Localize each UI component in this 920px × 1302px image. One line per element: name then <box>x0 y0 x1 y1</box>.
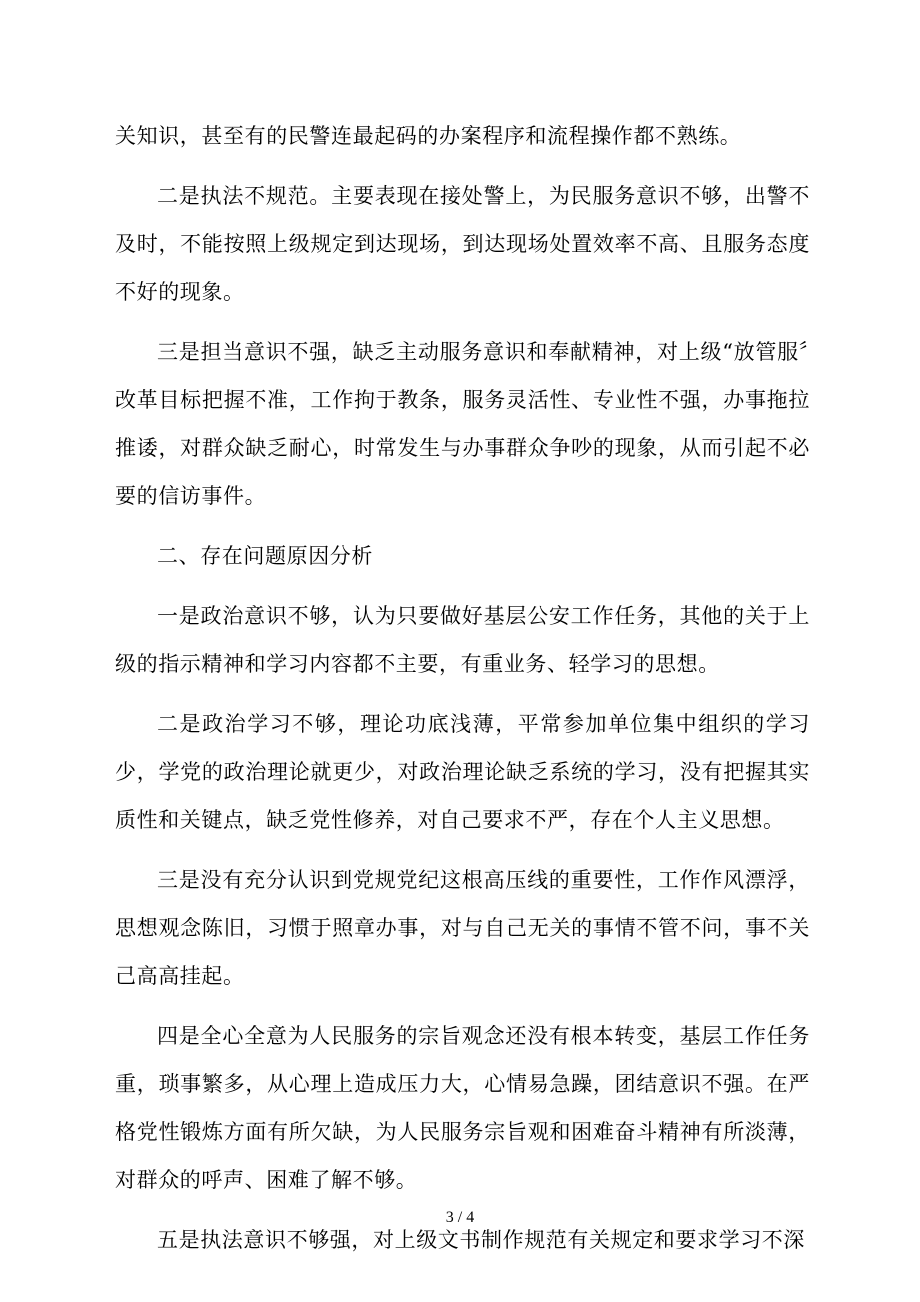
paragraph-political-awareness: 一是政治意识不够，认为只要做好基层公安工作任务，其他的关于上级的指示精神和学习内容都不主要，有重业务、轻学习的思想。 <box>115 604 810 676</box>
paragraph-service-purpose: 四是全心全意为人民服务的宗旨观念还没有根本转变，基层工作任务重，琐事繁多，从心理上造成压力大，心情易急躁，团结意识不强。在严格党性锻炼方面有所欠缺，为人民服务宗旨观和困难奋斗精神有所淡薄，对群众的呼声、困难了解不够。 <box>115 1024 810 1192</box>
paragraph-responsibility: 三是担当意识不强，缺乏主动服务意识和奉献精神，对上级“放管服〞改革目标把握不准，工作拘于教条，服务灵活性、专业性不强，办事拖拉推诿，对群众缺乏耐心，时常发生与办事群众争吵的现象，从而引起不必要的信访事件。 <box>115 340 810 508</box>
paragraph-party-discipline: 三是没有充分认识到党规党纪这根高压线的重要性，工作作风漂浮，思想观念陈旧，习惯于照章办事，对与自己无关的事情不管不问，事不关己高高挂起。 <box>115 868 810 988</box>
document-body <box>115 112 810 1264</box>
page-number: 3 / 4 <box>445 1209 475 1226</box>
paragraph-law-awareness: 五是执法意识不够强，对上级文书制作规范有关规定和要求学习不深 <box>157 1228 805 1252</box>
paragraph-political-study: 二是政治学习不够，理论功底浅薄，平常参加单位集中组织的学习少，学党的政治理论就更少，对政治理论缺乏系统的学习，没有把握其实质性和关键点，缺乏党性修养，对自己要求不严，存在个人主义思想。 <box>115 712 810 832</box>
section-heading-cause-analysis: 二、存在问题原因分析 <box>157 544 373 568</box>
paragraph-law-enforcement: 二是执法不规范。主要表现在接处警上，为民服务意识不够，出警不及时，不能按照上级规定到达现场，到达现场处置效率不高、且服务态度不好的现象。 <box>115 184 810 304</box>
paragraph-continuation: 关知识，甚至有的民警连最起码的办案程序和流程操作都不熟练。 <box>115 124 742 148</box>
